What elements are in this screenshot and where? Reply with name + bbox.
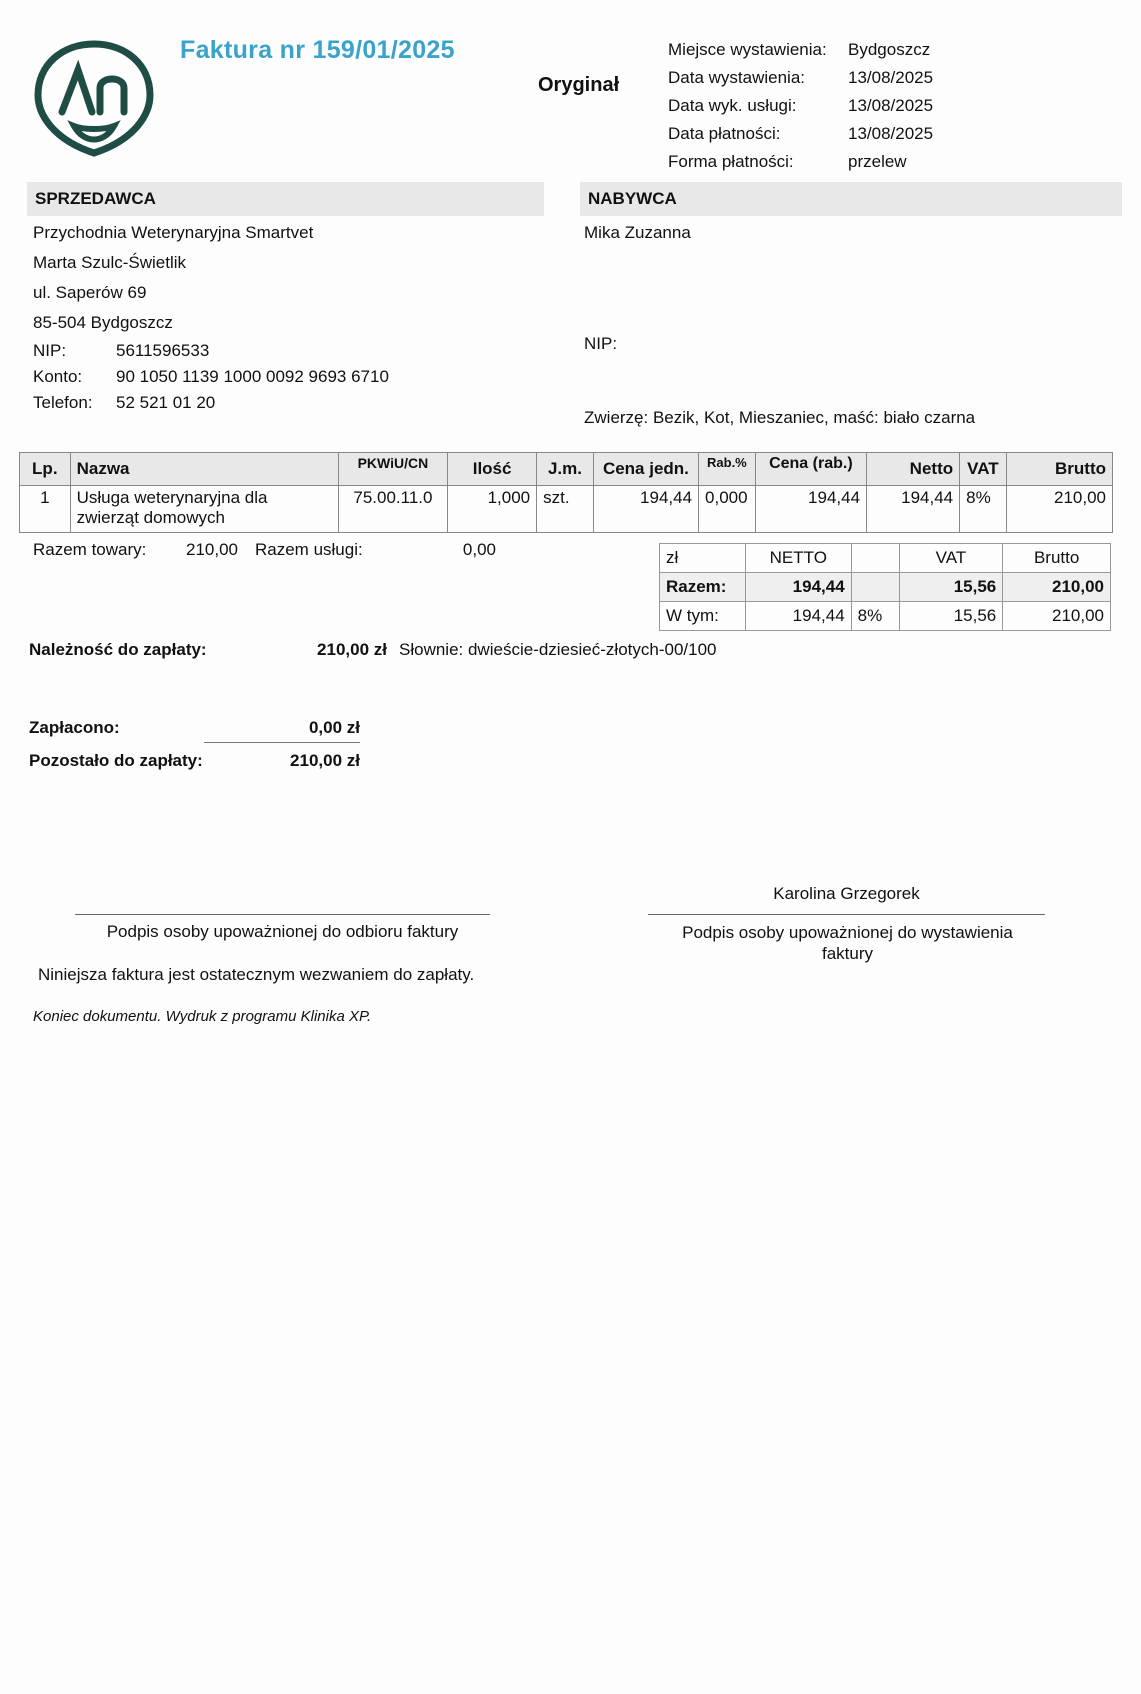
vat-total-row (660, 573, 1111, 602)
meta-value: 13/08/2025 (848, 68, 934, 87)
cell-unit: szt. (537, 486, 594, 533)
vat-total-net: 194,44 (745, 573, 851, 602)
seller-phone-row (33, 390, 389, 416)
final-notice: Niniejsza faktura jest ostatecznym wezwaniem do zapłaty. (38, 965, 475, 984)
due-value: 210,00 zł (317, 640, 387, 659)
col-net: Netto (867, 453, 960, 486)
receiver-signature-line (75, 914, 490, 915)
invoice-meta (668, 36, 933, 176)
amount-in-words: Słownie: dwieście-dziesieć-złotych-00/100 (399, 640, 717, 659)
cell-gross: 210,00 (1006, 486, 1112, 533)
seller-nip-row (33, 338, 389, 364)
amount-due-row (29, 640, 716, 660)
remaining-label: Pozostało do zapłaty: (29, 751, 203, 770)
seller-name: Przychodnia Weterynaryjna Smartvet (33, 223, 314, 242)
vat-breakdown-label: W tym: (660, 602, 746, 631)
buyer-nip-label: NIP: (584, 334, 618, 353)
paid-label: Zapłacono: (29, 718, 120, 737)
meta-row (668, 36, 933, 64)
vat-breakdown-gross: 210,00 (1003, 602, 1111, 631)
vat-breakdown-row (660, 602, 1111, 631)
due-label: Należność do zapłaty: (29, 640, 207, 659)
goods-value: 210,00 (186, 540, 238, 559)
vat-head-gross: Brutto (1003, 544, 1111, 573)
cell-discount: 0,000 (699, 486, 756, 533)
vat-header-row (660, 544, 1111, 573)
col-pkwiu: PKWiU/CN (338, 453, 447, 486)
copy-label: Oryginał (538, 74, 620, 96)
vat-total-label: Razem: (660, 573, 746, 602)
col-gross: Brutto (1006, 453, 1112, 486)
issuer-signature-caption: Podpis osoby upoważnionej do wystawienia faktury (682, 923, 1013, 963)
seller-city: 85-504 Bydgoszcz (33, 313, 173, 332)
seller-account-label: Konto: (33, 367, 83, 386)
items-header-row (20, 453, 1113, 486)
meta-label: Data wyk. usługi: (668, 96, 797, 115)
goods-services-totals (33, 540, 496, 560)
seller-phone-label: Telefon: (33, 393, 93, 412)
vat-head-currency: zł (660, 544, 746, 573)
col-price-disc: Cena (rab.) (755, 453, 866, 486)
cell-lp: 1 (20, 486, 71, 533)
seller-phone: 52 521 01 20 (116, 393, 216, 412)
meta-row (668, 64, 933, 92)
vat-total-gross: 210,00 (1003, 573, 1111, 602)
meta-value: 13/08/2025 (848, 96, 934, 115)
invoice-title: Faktura nr 159/01/2025 (180, 36, 455, 64)
table-row (20, 486, 1113, 533)
meta-value: Bydgoszcz (848, 40, 931, 59)
services-value: 0,00 (462, 540, 496, 559)
col-qty: Ilość (448, 453, 537, 486)
vat-head-net: NETTO (745, 544, 851, 573)
vat-breakdown-rate: 8% (851, 602, 899, 631)
col-vat: VAT (960, 453, 1007, 486)
vat-total-vat: 15,56 (899, 573, 1003, 602)
meta-value: przelew (848, 152, 907, 171)
cell-name: Usługa weterynaryjna dla zwierząt domowych (70, 486, 338, 533)
vat-breakdown-vat: 15,56 (899, 602, 1003, 631)
goods-label: Razem towary: (33, 540, 147, 559)
col-lp: Lp. (20, 453, 71, 486)
issuer-name: Karolina Grzegorek (773, 884, 920, 903)
remaining-value: 210,00 zł (290, 751, 360, 770)
cell-net: 194,44 (867, 486, 960, 533)
seller-account: 90 1050 1139 1000 0092 9693 6710 (116, 367, 389, 386)
meta-row (668, 120, 933, 148)
meta-label: Data wystawienia: (668, 68, 806, 87)
cell-price: 194,44 (593, 486, 698, 533)
meta-row (668, 148, 933, 176)
meta-value: 13/08/2025 (848, 124, 934, 143)
seller-person: Marta Szulc-Świetlik (33, 253, 187, 272)
seller-nip: 5611596533 (116, 341, 210, 360)
meta-label: Data płatności: (668, 124, 781, 143)
cell-price-disc: 194,44 (755, 486, 866, 533)
paid-value: 0,00 zł (204, 718, 360, 743)
vat-total-rate (851, 573, 899, 602)
meta-row (668, 92, 933, 120)
buyer-name: Mika Zuzanna (584, 223, 691, 242)
services-label: Razem usługi: (255, 540, 363, 559)
vat-breakdown-net: 194,44 (745, 602, 851, 631)
seller-heading: SPRZEDAWCA (27, 182, 544, 216)
meta-label: Miejsce wystawienia: (668, 40, 827, 59)
seller-account-row (33, 364, 389, 390)
receiver-signature-caption: Podpis osoby upoważnionej do odbioru faktury (106, 922, 459, 941)
col-discount: Rab.% (699, 453, 756, 486)
issuer-signature-line (648, 914, 1045, 915)
seller-nip-label: NIP: (33, 341, 67, 360)
smartvet-logo-icon (34, 40, 154, 160)
cell-vat: 8% (960, 486, 1007, 533)
seller-details (33, 218, 389, 416)
end-note: Koniec dokumentu. Wydruk z programu Klinika XP. (33, 1008, 372, 1025)
buyer-heading: NABYWCA (580, 182, 1122, 216)
col-price: Cena jedn. (593, 453, 698, 486)
col-unit: J.m. (537, 453, 594, 486)
meta-label: Forma płatności: (668, 152, 794, 171)
vat-head-rate (851, 544, 899, 573)
col-name: Nazwa (70, 453, 338, 486)
cell-pkwiu: 75.00.11.0 (338, 486, 447, 533)
vat-summary-table (659, 543, 1111, 631)
items-table (19, 452, 1113, 533)
vat-head-vat: VAT (899, 544, 1003, 573)
seller-street: ul. Saperów 69 (33, 283, 147, 302)
cell-qty: 1,000 (448, 486, 537, 533)
buyer-animal: Zwierzę: Bezik, Kot, Mieszaniec, maść: biało czarna (584, 408, 976, 427)
